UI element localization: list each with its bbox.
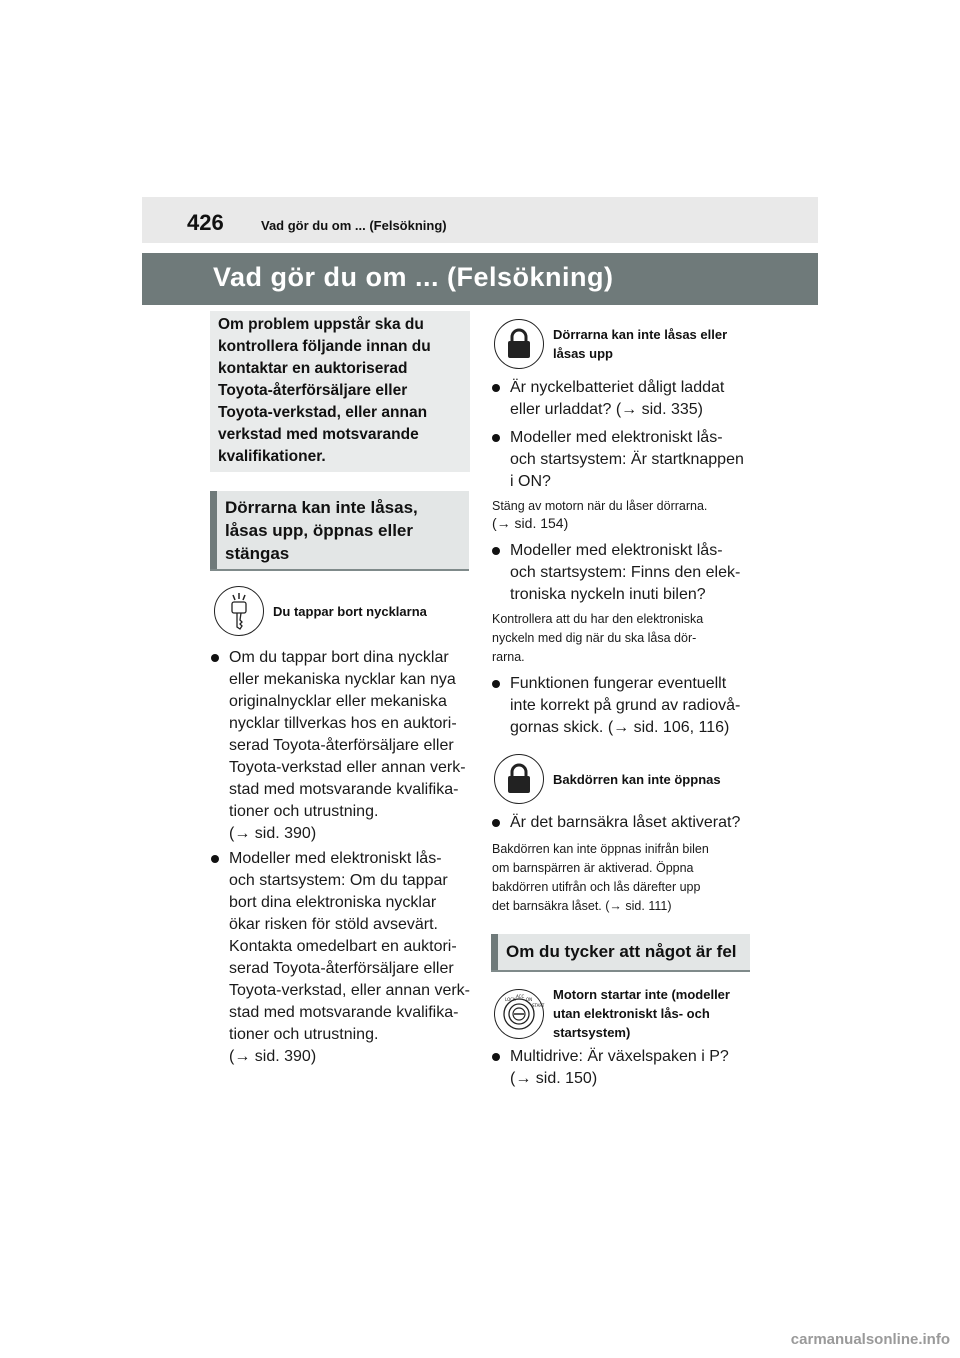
bullet-lost-keys [211, 647, 471, 845]
bullet-dot [211, 855, 219, 863]
bullet-dot [211, 654, 219, 662]
text-line: gornas skick. (→ sid. 106, 116) [510, 719, 730, 736]
bullet-dot [492, 434, 500, 442]
page-reference: (→ sid. 390) [229, 1048, 317, 1065]
intro-text: Om problem uppstår ska du kontrollera följande innan du kontaktar en auktoriserad Toyota-återförsäljare eller Toyota-verkstad, eller annan verkstad med motsvarande kvalifikationer. [218, 316, 431, 465]
item-engine-label-line: utan elektroniskt lås- och [553, 1006, 710, 1021]
text-line: Är det barnsäkra låset aktiverat? [510, 814, 741, 831]
text-line: i ON? [510, 473, 551, 490]
text-line: originalnycklar eller mekaniska [229, 693, 447, 710]
heading-bar [491, 934, 498, 970]
text-line: nycklar tillverkas hos en auktori- [229, 715, 457, 732]
text-line: Om du tappar bort dina nycklar [229, 649, 449, 666]
page-title: Vad gör du om ... (Felsökning) [213, 262, 614, 292]
section-heading-doors [210, 491, 469, 571]
text-line: och startsystem: Finns den elek- [510, 564, 741, 581]
note-key [492, 610, 757, 667]
note-child-lock [492, 840, 757, 916]
svg-text:ACC: ACC [516, 993, 525, 999]
text-line: Toyota-verkstad eller annan verk- [229, 759, 466, 776]
svg-text:LOCK: LOCK [505, 996, 516, 1002]
bullet-child-lock [492, 812, 757, 834]
running-title: Vad gör du om ... (Felsökning) [261, 218, 447, 233]
text-line: om barnspärren är aktiverad. Öppna [492, 861, 694, 875]
watermark: carmanualsonline.info [790, 1331, 950, 1348]
bullet-dot [492, 547, 500, 555]
text-line: inte korrekt på grund av radiovå- [510, 697, 741, 714]
bullet-dot [492, 819, 500, 827]
section-heading-doors-text: Dörrarna kan inte låsas, låsas upp, öppnas eller stängas [225, 498, 418, 563]
text-line: tioner och utrustning. [229, 1026, 379, 1043]
text-line: Multidrive: Är växelspaken i P? [510, 1048, 729, 1065]
text-line: rarna. [492, 650, 525, 664]
text-line: Toyota-verkstad, eller annan verk- [229, 982, 470, 999]
bullet-start-button [492, 427, 757, 493]
ignition-switch-icon [494, 989, 544, 1039]
text-line: eller mekaniska nycklar kan nya [229, 671, 456, 688]
note-engine-off: Stäng av motorn när du låser dörrarna. [492, 499, 708, 513]
item-doors-label-line: låsas upp [553, 346, 613, 361]
bullet-dot [492, 680, 500, 688]
section-heading-fault-text: Om du tycker att något är fel [506, 942, 737, 961]
item-doors-lock [494, 319, 727, 369]
text-line: troniska nyckeln inuti bilen? [510, 586, 706, 603]
item-engine-start [494, 985, 730, 1042]
text-line: det barnsäkra låset. (→ sid. 111) [492, 899, 672, 913]
bullet-electronic-keys [211, 848, 471, 1068]
bullet-dot [492, 384, 500, 392]
bullet-dot [492, 1053, 500, 1061]
page-number: 426 [187, 210, 224, 235]
padlock-icon [494, 754, 544, 804]
bullet-multidrive [492, 1046, 757, 1090]
text-line: stad med motsvarande kvalifika- [229, 781, 459, 798]
text-line: Är nyckelbatteriet dåligt laddat [510, 379, 725, 396]
key-icon [214, 586, 264, 636]
header-band [142, 197, 818, 243]
text-line: och startsystem: Om du tappar [229, 872, 448, 889]
text-line: bakdörren utifrån och lås därefter upp [492, 880, 701, 894]
item-lost-keys [214, 586, 427, 636]
item-engine-label-line: Motorn startar inte (modeller [553, 987, 730, 1002]
svg-text:ON: ON [526, 996, 533, 1002]
item-doors-label-line: Dörrarna kan inte låsas eller [553, 327, 728, 342]
bullet-key-battery [492, 377, 757, 421]
text-line: serad Toyota-återförsäljare eller [229, 960, 454, 977]
text-line: Kontakta omedelbart en auktori- [229, 938, 457, 955]
text-line: Bakdörren kan inte öppnas inifrån bilen [492, 842, 709, 856]
section-heading-fault [491, 934, 750, 972]
text-line: tioner och utrustning. [229, 803, 379, 820]
item-lost-keys-label: Du tappar bort nycklarna [273, 603, 427, 619]
page-reference: (→ sid. 390) [229, 825, 317, 842]
text-line: och startsystem: Är startknappen [510, 451, 744, 468]
text-line: nyckeln med dig när du ska låsa dör- [492, 631, 697, 645]
padlock-icon [494, 319, 544, 369]
bullet-key-inside [492, 540, 757, 606]
bullet-radio-waves [492, 673, 757, 739]
item-engine-label-line: startsystem) [553, 1025, 631, 1040]
text-line: ökar risken för stöld avsevärt. [229, 916, 438, 933]
text-line: Modeller med elektroniskt lås- [510, 429, 723, 446]
item-rear-door [494, 754, 721, 804]
page-reference: (→ sid. 150) [510, 1070, 598, 1087]
text-line: Modeller med elektroniskt lås- [510, 542, 723, 559]
text-line: Kontrollera att du har den elektroniska [492, 612, 704, 626]
item-rear-door-label: Bakdörren kan inte öppnas [553, 771, 721, 787]
page-reference: (→ sid. 154) [492, 515, 569, 531]
text-line: eller urladdat? (→ sid. 335) [510, 401, 703, 418]
text-line: bort dina elektroniska nycklar [229, 894, 437, 911]
svg-text:START: START [532, 1002, 545, 1008]
text-line: Funktionen fungerar eventuellt [510, 675, 727, 692]
text-line: Modeller med elektroniskt lås- [229, 850, 442, 867]
text-line: serad Toyota-återförsäljare eller [229, 737, 454, 754]
heading-bar [210, 491, 217, 569]
text-line: stad med motsvarande kvalifika- [229, 1004, 459, 1021]
